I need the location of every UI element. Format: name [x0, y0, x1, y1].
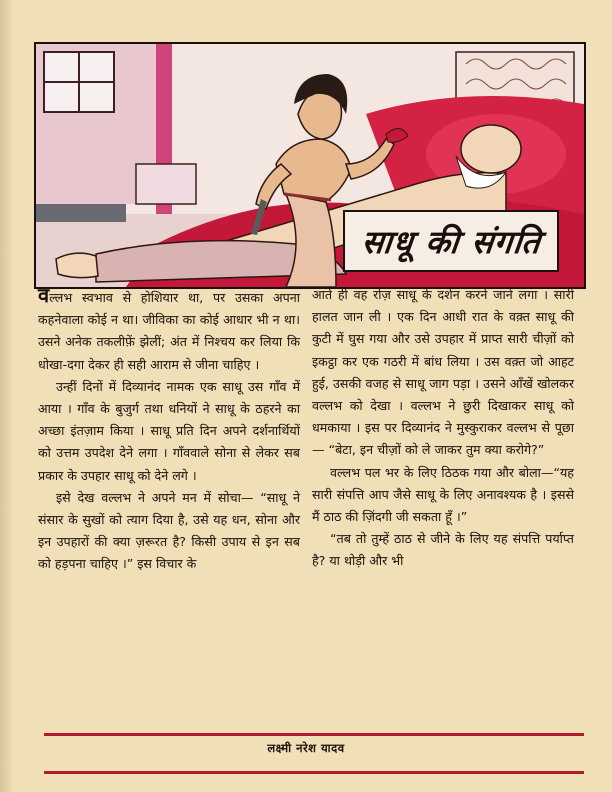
paragraph-5: वल्लभ पल भर के लिए ठिठक गया और बोला—“यह सारी संपत्ति आप जैसे साधू के लिए अनावश्यक है । इससे मैं ठाठ की ज़िंदगी जी सकता हूँ ।” [312, 464, 574, 525]
paragraph-1 [38, 284, 300, 376]
paragraph-3: इसे देख वल्लभ ने अपने मन में सोचा— “साधू ने संसार के सुखों को त्याग दिया है, उसे यह धन, सोना और इन उपहारों की क्या ज़रूरत है? किसी उपाय से इन सब को हड़पना चाहिए ।” इस विचार के [38, 489, 300, 572]
story-title-box [343, 210, 559, 272]
paragraph-4: आते ही वह रोज़ साधू के दर्शन करने जाने लगा । सारी हालत जान ली । एक दिन आधी रात के वक़्त साधू की कुटी में घुस गया और उसे उपहार में प्राप्त सारी चीज़ों को इकट्ठा कर एक गठरी में बांध लिया । उस वक़्त जो आहट हुई, उसकी वजह से साधू जाग पड़ा । उसने आँखें खोलकर वल्लभ को देखा । वल्लभ ने छुरी दिखाकर साधू को धमकाया । इस पर दिव्यानंद ने मुस्कुराकर वल्लभ से पूछा— “बेटा, इन चीज़ों को ले जाकर तुम क्या करोगे?” [312, 287, 574, 458]
author-credit: लक्ष्मी नरेश यादव [267, 741, 345, 755]
footer-rule-bottom [44, 771, 584, 774]
paragraph-6: “तब तो तुम्हें ठाठ से जीने के लिए यह संपत्ति पर्याप्त है? या थोड़ी और भी [312, 531, 574, 569]
drop-cap: व [38, 283, 50, 307]
footer-rule-top [44, 733, 584, 736]
paragraph-2: उन्हीं दिनों में दिव्यानंद नामक एक साधू उस गाँव में आया । गाँव के बुजुर्ग तथा धनियों ने साधू के ठहरने का अच्छा इंतज़ाम किया । साधू प्रति दिन अपने दर्शनार्थियों को उत्तम उपदेश देने लगा । गाँववाले सोना से लेकर सब प्रकार के उपहार साधू को देने लगे । [38, 378, 300, 483]
story-title: साधू की संगति [359, 222, 543, 261]
left-column [38, 284, 300, 576]
paper-edge [0, 0, 12, 792]
right-column [312, 284, 574, 573]
paragraph-1-text: ल्लभ स्वभाव से होशियार था, पर उसका अपना कहनेवाला कोई न था। जीविका का कोई आधार भी न था। उसने अनेक तकलीफ़ें झेलीं; अंत में निश्चय कर लिया कि धोखा-दगा देकर ही सही आराम से जीना चाहिए । [38, 290, 300, 372]
